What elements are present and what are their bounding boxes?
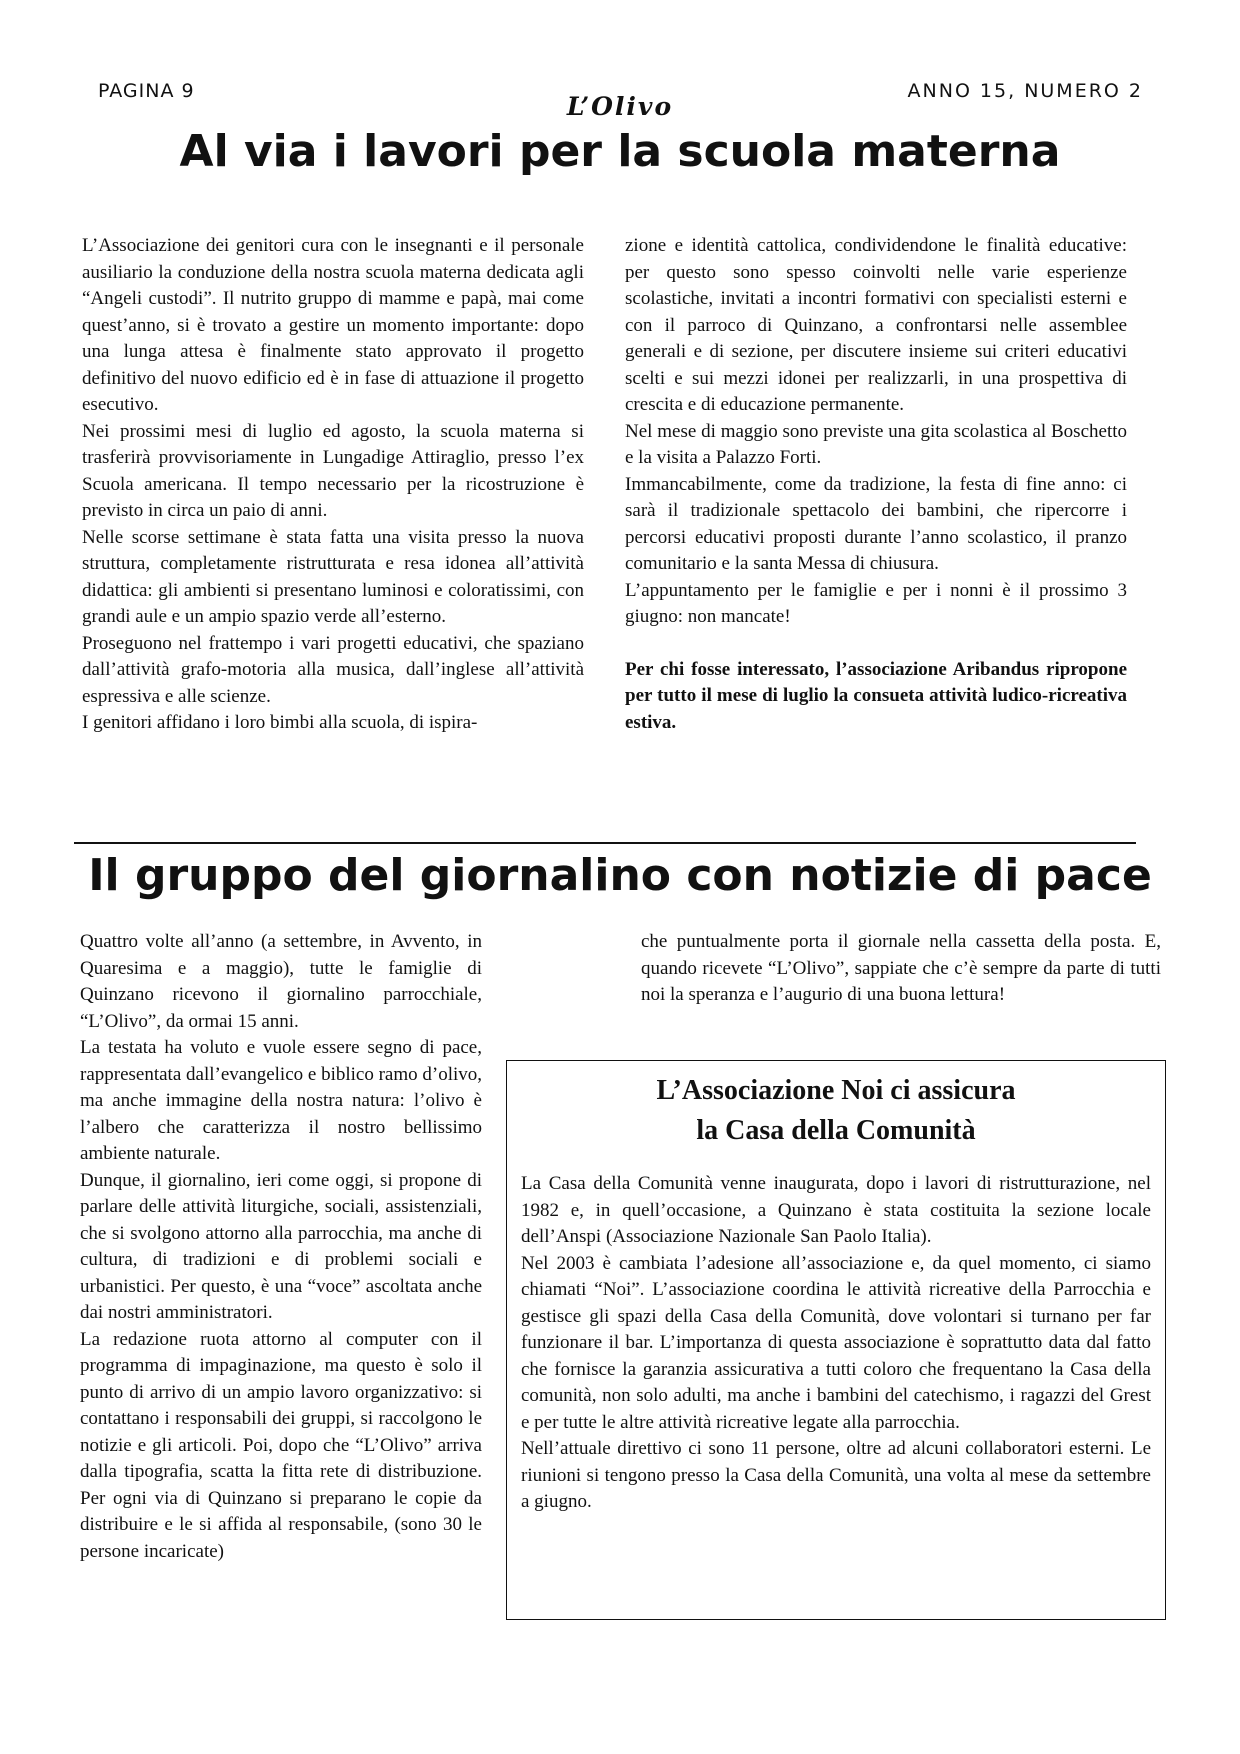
sidebar-box xyxy=(506,1060,1166,1620)
paragraph: Nel 2003 è cambiata l’adesione all’associazione e, da quel momento, ci siamo chiamati “Noi”. L’associazione coordina le attività ricreative della Parrocchia e gestisce gli spazi della Casa della Comunità, dove volontari si turnano per far funzionare il bar. L’importanza di questa associazione è soprattutto data dal fatto che fornisce la garanzia assicurativa a tutti coloro che frequentano la Casa della comunità, non solo adulti, ma anche i bambini del catechismo, i ragazzi del Grest e per tutte le altre attività ricreative legate alla parrocchia. xyxy=(521,1252,1151,1433)
box-body xyxy=(521,1171,1151,1516)
paragraph: che puntualmente porta il giornale nella cassetta della posta. E, quando ricevete “L’Olivo”, sappiate che c’è sempre da parte di tutti noi la speranza e l’augurio di una buona lettura! xyxy=(641,931,1161,1005)
article1-column-2 xyxy=(625,233,1127,736)
paragraph: Proseguono nel frattempo i vari progetti educativi, che spaziano dall’attività grafo-motoria alla musica, dall’inglese all’attività espressiva e alle scienze. xyxy=(82,632,584,707)
paragraph: La redazione ruota attorno al computer con il programma di impaginazione, ma questo è solo il punto di arrivo di un ampio lavoro organizzativo: si contattano i responsabili dei gruppi, si raccolgono le notizie e gli articoli. Poi, dopo che “L’Olivo” arriva dalla tipografia, scatta la fitta rete di distribuzione. Per ogni via di Quinzano si preparano le copie da distribuire e le si affida al responsabile, (sono 30 le persone incaricate) xyxy=(80,1328,482,1562)
paragraph: La Casa della Comunità venne inaugurata, dopo i lavori di ristrutturazione, nel 1982 e, in quell’occasione, a Quinzano è stata costituita la sezione locale dell’Anspi (Associazione Nazionale San Paolo Italia). xyxy=(521,1173,1151,1247)
article1-column-1 xyxy=(82,233,584,737)
paragraph: L’Associazione dei genitori cura con le insegnanti e il personale ausiliario la conduzione della nostra scuola materna dedicata agli “Angeli custodi”. Il nutrito gruppo di mamme e papà, mai come quest’anno, si è trovato a gestire un momento importante: dopo una lunga attesa è finalmente stato approvato il progetto definitivo del nuovo edificio ed è in fase di attuazione il progetto esecutivo. xyxy=(82,235,584,415)
masthead-title: L’Olivo xyxy=(566,92,674,121)
paragraph: Nell’attuale direttivo ci sono 11 persone, oltre ad alcuni collaboratori esterni. Le riunioni si tengono presso la Casa della Comunità, una volta al mese da settembre a giugno. xyxy=(521,1438,1151,1512)
article2-column-1 xyxy=(80,929,482,1565)
paragraph: Nei prossimi mesi di luglio ed agosto, la scuola materna si trasferirà provvisoriamente in Lungadige Attiraglio, presso l’ex Scuola americana. Il tempo necessario per la ricostruzione è previsto in circa un paio di anni. xyxy=(82,420,584,521)
article1-headline: Al via i lavori per la scuola materna xyxy=(179,126,1061,177)
paragraph: Nelle scorse settimane è stata fatta una visita presso la nuova struttura, completamente ristrutturata e resa idonea all’attività didattica: gli ambienti si presentano luminosi e coloratissimi, con grandi aule e un ampio spazio verde all’esterno. xyxy=(82,526,584,627)
paragraph: I genitori affidano i loro bimbi alla scuola, di ispira- xyxy=(82,712,478,733)
article1-note: Per chi fosse interessato, l’associazione Aribandus ripropone per tutto il mese di luglio la consueta attività ludico-ricreativa estiva. xyxy=(625,658,1127,733)
page-number: PAGINA 9 xyxy=(98,80,195,102)
issue-info: ANNO 15, NUMERO 2 xyxy=(907,80,1143,102)
article2-column-2 xyxy=(641,929,1161,1009)
paragraph: Quattro volte all’anno (a settembre, in Avvento, in Quaresima e a maggio), tutte le famiglie di Quinzano ricevono il giornalino parrocchiale, “L’Olivo”, da ormai 15 anni. xyxy=(80,931,482,1032)
box-title-line-1: L’Associazione Noi ci assicura xyxy=(656,1075,1016,1106)
paragraph: Dunque, il giornalino, ieri come oggi, si propone di parlare delle attività liturgiche, sociali, assistenziali, che si svolgono attorno alla parrocchia, ma anche di cultura, di tradizioni e di problemi sociali e urbanistici. Per questo, è una “voce” ascoltata anche dai nostri amministratori. xyxy=(80,1169,482,1323)
paragraph: zione e identità cattolica, condividendone le finalità educative: per questo sono spesso coinvolti nelle varie esperienze scolastiche, invitati a incontri formativi con specialisti esterni e con il parroco di Quinzano, a confrontarsi nelle assemblee generali e di sezione, per discutere insieme sui criteri educativi scelti e sui mezzi idonei per realizzarli, in una prospettiva di crescita e di educazione permanente. xyxy=(625,235,1127,415)
paragraph: Immancabilmente, come da tradizione, la festa di fine anno: ci sarà il tradizionale spettacolo dei bambini, che ripercorre i percorsi educativi proposti durante l’anno scolastico, il pranzo comunitario e la santa Messa di chiusura. xyxy=(625,473,1127,574)
article2-headline: Il gruppo del giornalino con notizie di pace xyxy=(88,850,1152,901)
box-title-line-2: la Casa della Comunità xyxy=(696,1115,976,1146)
paragraph: Nel mese di maggio sono previste una gita scolastica al Boschetto e la visita a Palazzo Forti. xyxy=(625,420,1127,468)
paragraph: L’appuntamento per le famiglie e per i nonni è il prossimo 3 giugno: non mancate! xyxy=(625,579,1127,627)
section-divider xyxy=(74,842,1136,844)
box-title xyxy=(507,1071,1165,1151)
paragraph: La testata ha voluto e vuole essere segno di pace, rappresentata dall’evangelico e biblico ramo d’olivo, ma anche immagine della nostra natura: l’olivo è l’albero che caratterizza il nostro bellissimo ambiente naturale. xyxy=(80,1037,483,1164)
